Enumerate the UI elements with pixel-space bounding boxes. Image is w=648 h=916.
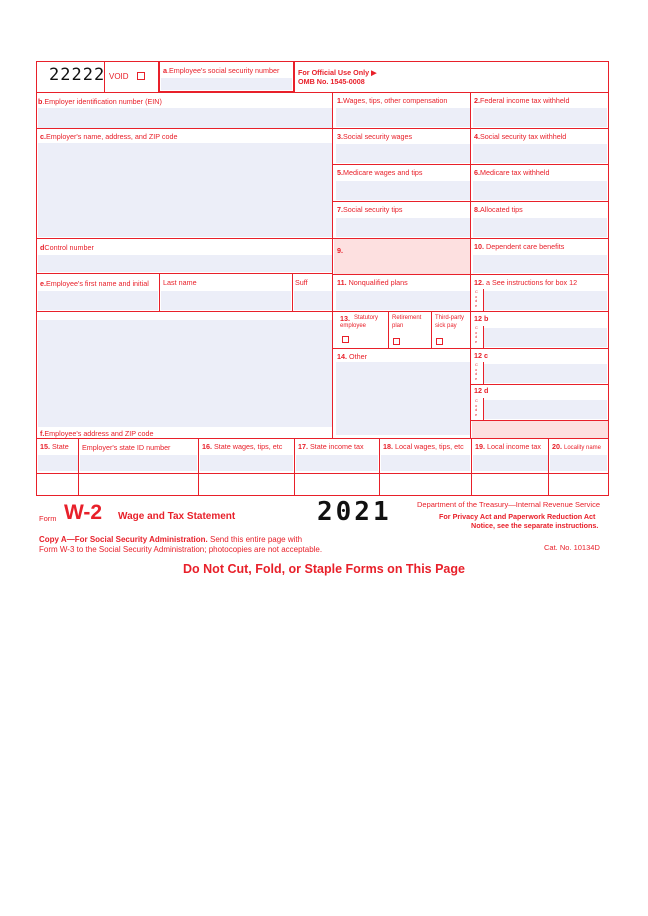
box19-field[interactable] [473,455,548,471]
box-e-text: Employee's first name and initial [46,279,149,288]
box14-label [337,352,367,361]
box13-retirement-label: Retirement plan [392,315,422,329]
box12a-text: a See instructions for box 12 [486,278,578,287]
box10-field[interactable] [473,255,607,273]
box10-num: 10. [474,242,484,251]
box6-text: Medicare tax withheld [480,168,550,177]
box9-shaded [334,239,470,274]
copy-a-rest: Send this entire page with [210,535,303,544]
box12d-code-label: C o d e [475,398,478,417]
box15-state-field[interactable] [38,455,78,471]
copy-a-line2: Form W-3 to the Social Security Administration; photocopies are not acceptable. [39,545,323,554]
box5-label [337,168,423,177]
box2-text: Federal income tax withheld [480,96,570,105]
control-code: 22222 [49,65,106,85]
tax-year: 2021 [317,497,392,527]
box1-label [337,96,447,105]
box1-num: 1. [337,96,343,105]
box-b-label [38,97,162,106]
official-use: For Official Use Only ▶ [298,68,377,77]
box17-label [298,442,364,451]
box9-label: 9. [337,246,343,255]
box-d-text: Control number [44,243,94,252]
box4-field[interactable] [473,144,607,163]
box-e-first-label [40,279,149,288]
omb-number: OMB No. 1545-0008 [298,77,365,86]
box15-text: State [52,442,69,451]
box-c-text: Employer's name, address, and ZIP code [46,132,178,141]
box12b-field[interactable] [484,328,607,347]
statutory-checkbox[interactable] [342,336,349,343]
box12d-label: 12 d [474,386,489,395]
box12b-label: 12 b [474,314,489,323]
ssn-letter: a [163,66,167,75]
box4-label [474,132,566,141]
box12c-code-label: C o d e [475,362,478,381]
box18-text: Local wages, tips, etc [395,442,464,451]
box20-label [552,442,601,453]
box20-field[interactable] [550,455,607,471]
do-not-cut-warning: Do Not Cut, Fold, or Staple Forms on This Page [183,562,465,576]
privacy-line2: Notice, see the separate instructions. [471,521,599,530]
box14-num: 14. [337,352,347,361]
thirdparty-checkbox[interactable] [436,338,443,345]
box15-id-label: Employer's state ID number [82,443,171,452]
box2-field[interactable] [473,108,607,127]
void-label: VOID [109,72,129,81]
box11-text: Nonqualified plans [348,278,408,287]
box3-field[interactable] [336,144,470,163]
box10-label [474,242,564,251]
box16-text: State wages, tips, etc [214,442,283,451]
box-b-dot: . [42,97,45,106]
box15-num: 15. [40,442,50,451]
box7-text: Social security tips [343,205,403,214]
box13-statutory-label: Statutory employee [340,315,379,329]
box5-text: Medicare wages and tips [343,168,423,177]
box4-text: Social security tax withheld [480,132,567,141]
box18-field[interactable] [381,455,470,471]
box16-label [202,442,282,451]
box15-label [40,442,69,451]
box5-num: 5. [337,168,343,177]
box12a-code-label: C o d e [475,289,478,308]
box18-num: 18. [383,442,393,451]
box-b-text: Employer identification number (EIN) [44,97,162,106]
box8-label [474,205,523,214]
box3-label [337,132,412,141]
box10-text: Dependent care benefits [486,242,565,251]
box-f-label [40,429,154,438]
box13-num: 13. [340,314,350,323]
box14-text: Other [349,352,367,361]
box20-num: 20. [552,442,562,451]
box-c-letter: c. [40,132,46,141]
last-name-field[interactable] [161,291,291,310]
retirement-checkbox[interactable] [393,338,400,345]
box12d-field[interactable] [484,400,607,419]
box16-field[interactable] [200,455,293,471]
box19-text: Local income tax [487,442,541,451]
box17-num: 17. [298,442,308,451]
box19-label [475,442,541,451]
control-number-field[interactable] [38,255,332,272]
box1-field[interactable] [336,108,470,127]
ssn-dot: . [167,66,169,75]
box12a-num: 12. [474,278,484,287]
box8-num: 8. [474,205,480,214]
form-name: W-2 [64,501,103,524]
privacy-line1: For Privacy Act and Paperwork Reduction Act [439,512,596,521]
first-name-field[interactable] [38,291,158,310]
box-c-label [40,132,177,141]
box12c-label: 12 c [474,351,488,360]
box6-label [474,168,550,177]
box11-field[interactable] [336,291,470,310]
ssn-label [163,66,279,75]
box11-label [337,278,408,287]
box12a-field[interactable] [484,291,607,310]
box-d-label [40,243,94,252]
box12b-code-label: C o d e [475,325,478,344]
box2-num: 2. [474,96,480,105]
employee-address-field[interactable] [38,320,332,427]
box7-label [337,205,403,214]
box17-field[interactable] [296,455,378,471]
box7-field[interactable] [336,218,470,237]
box-b-letter: b [38,97,43,106]
box11-num: 11. [337,278,347,287]
box12a-label [474,278,577,287]
box6-num: 6. [474,168,480,177]
employer-name-field[interactable] [38,143,332,237]
box4-num: 4. [474,132,480,141]
box6-field[interactable] [473,181,607,200]
box-e-last-label: Last name [163,278,197,287]
ssn-field[interactable] [161,78,292,90]
box-e-suff-label: Suff [295,278,308,287]
box19-num: 19. [475,442,485,451]
cat-number: Cat. No. 10134D [544,543,600,552]
box-f-letter: f. [40,429,45,438]
copy-a-line1 [39,535,302,544]
box18-label [383,442,464,451]
box5-field[interactable] [336,181,470,200]
ssn-text: Employee's social security number [169,66,280,75]
suffix-field[interactable] [294,291,332,310]
box-f-text: Employee's address and ZIP code [44,429,154,438]
box16-num: 16. [202,442,212,451]
box13-thirdparty-label: Third-party sick pay [435,315,465,329]
box3-text: Social security wages [343,132,413,141]
box15-id-field[interactable] [80,455,197,471]
box1-text: Wages, tips, other compensation [343,96,448,105]
box8-text: Allocated tips [480,205,523,214]
box20-text: Locality name [564,445,602,451]
box12c-field[interactable] [484,364,607,383]
shaded-12-bottom [472,421,608,438]
box7-num: 7. [337,205,343,214]
box-d-letter: d [40,243,45,252]
box8-field[interactable] [473,218,607,237]
box14-field[interactable] [336,362,470,435]
dept-treasury: Department of the Treasury—Internal Revenue Service [417,500,601,509]
ein-field[interactable] [38,108,332,128]
form-word: Form [39,514,57,523]
box17-text: State income tax [310,442,364,451]
box-e-letter: e. [40,279,46,288]
box2-label [474,96,570,105]
box3-num: 3. [337,132,343,141]
form-title: Wage and Tax Statement [118,511,236,522]
void-checkbox[interactable] [137,72,145,80]
copy-a-bold: Copy A—For Social Security Administration. [39,535,208,544]
